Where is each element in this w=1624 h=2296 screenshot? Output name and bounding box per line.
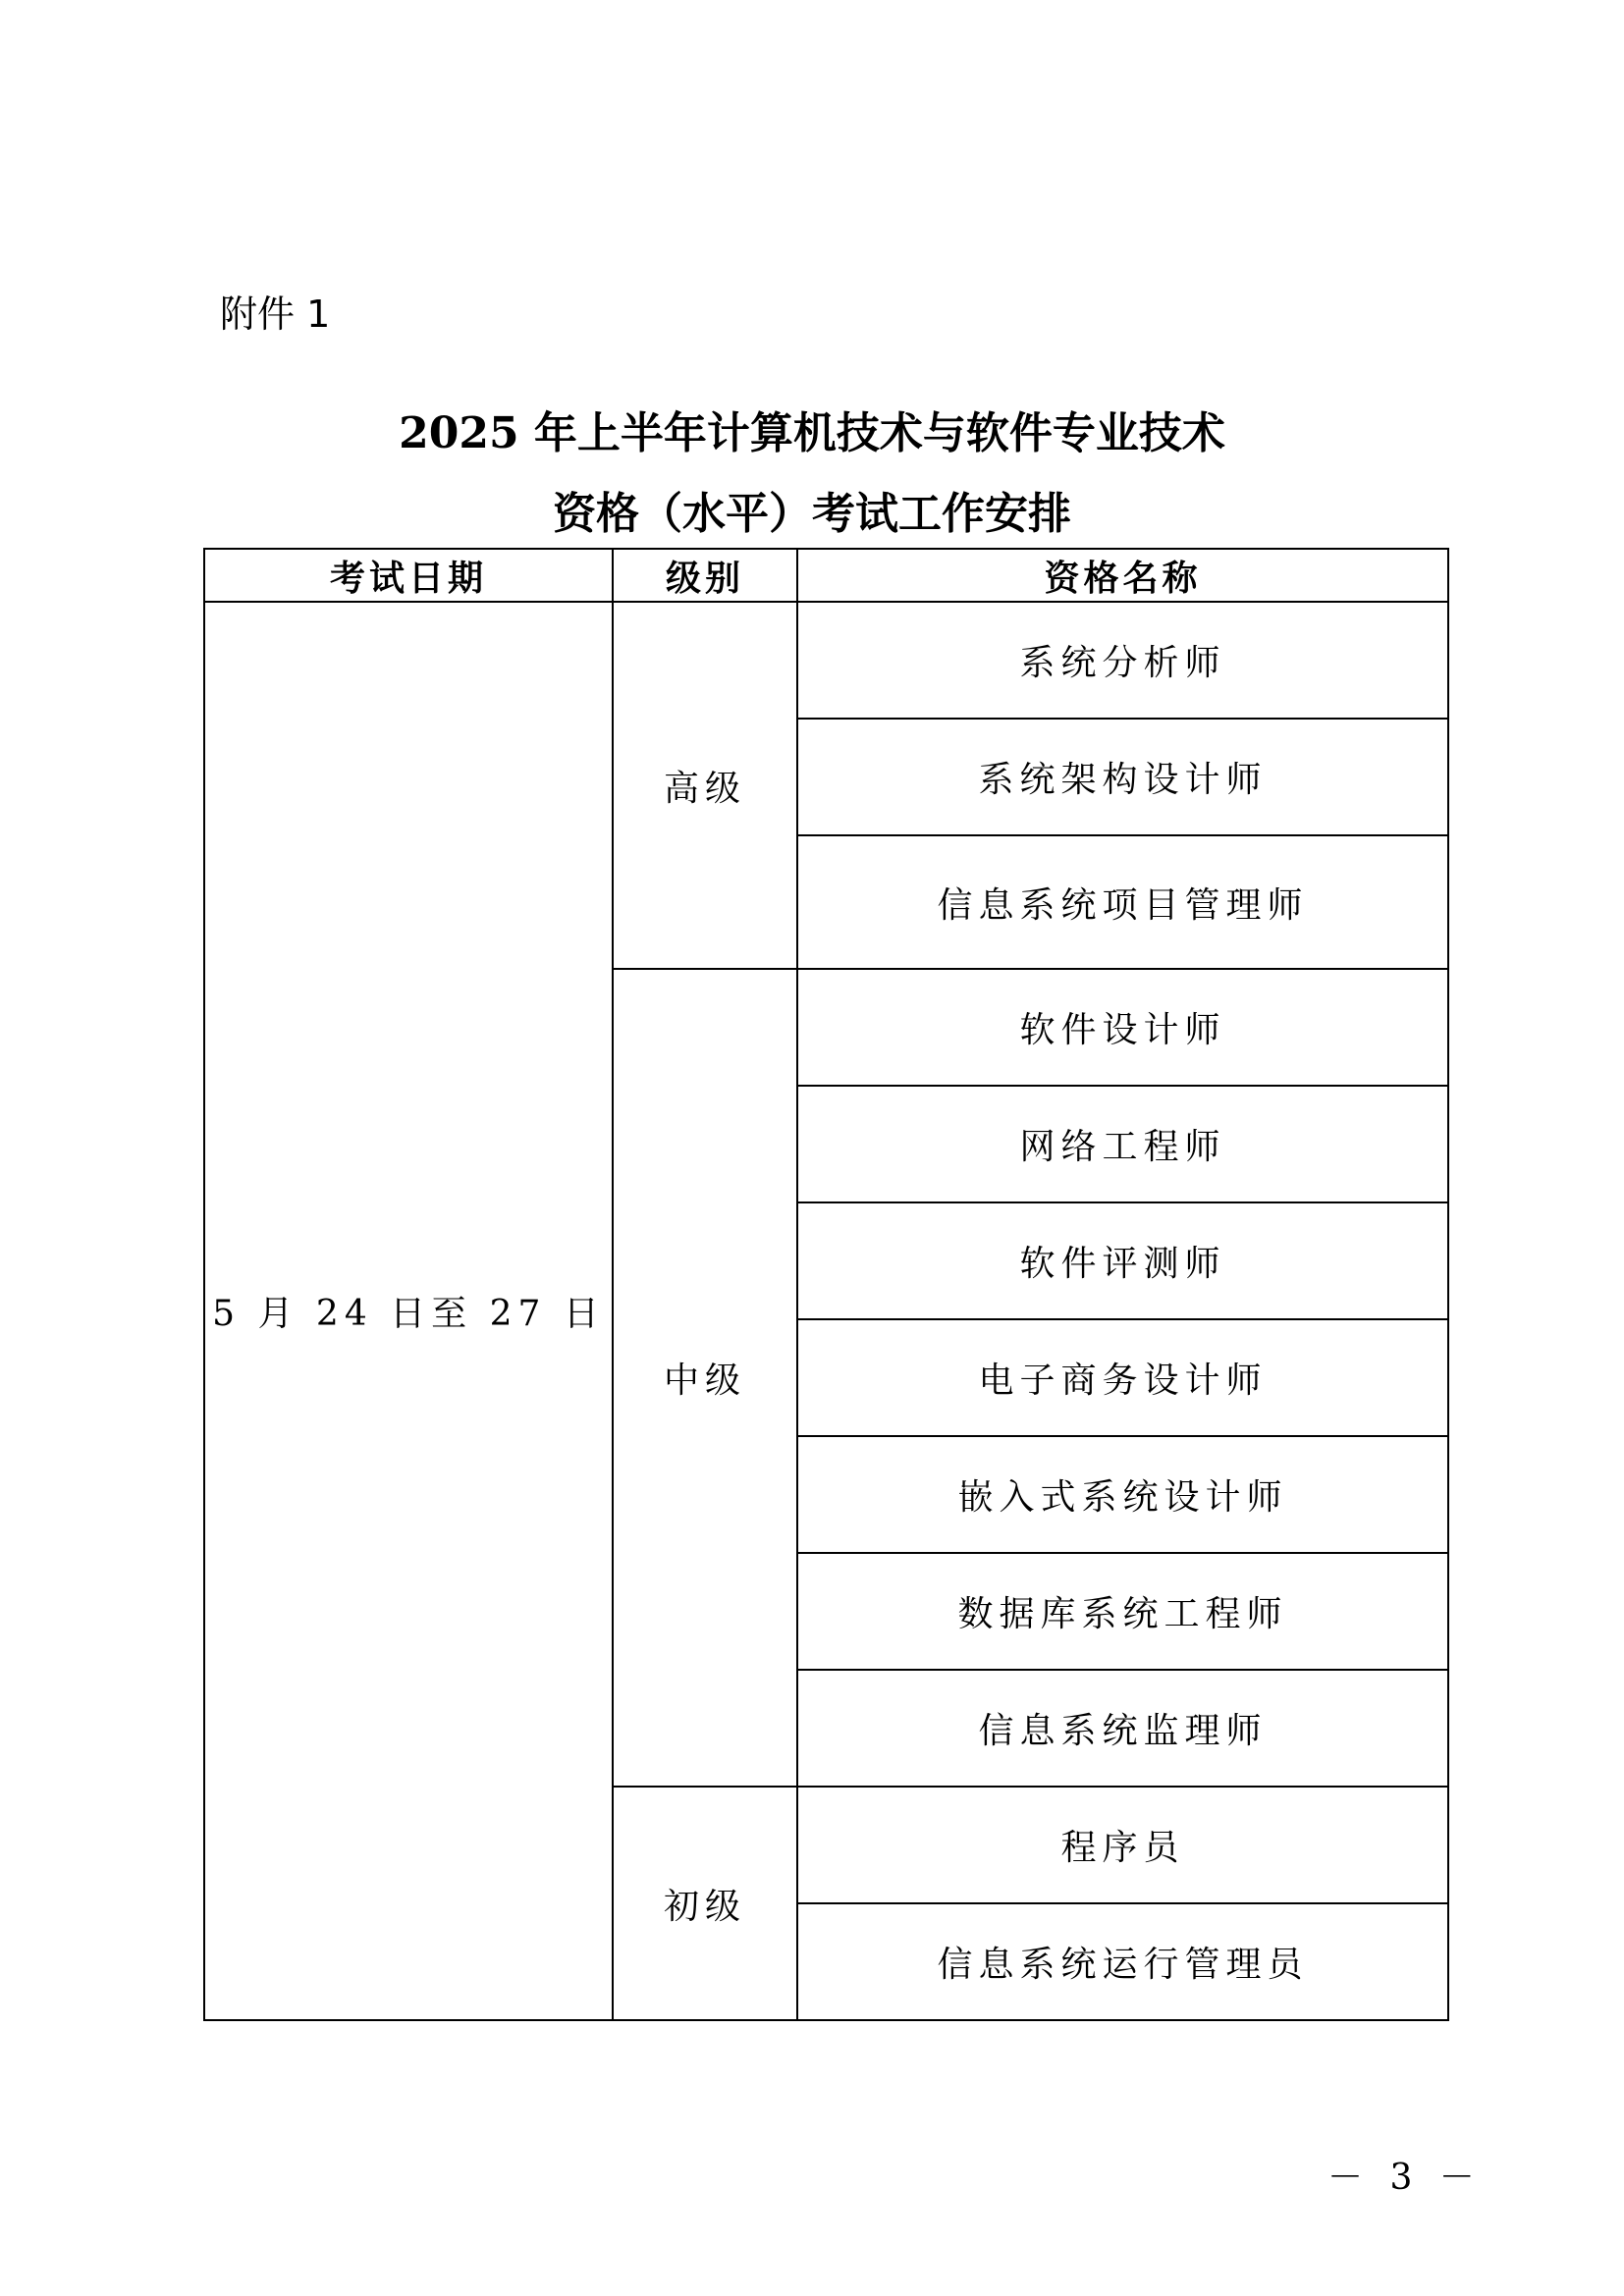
exam-date-cell: 5 月 24 日至 27 日 (204, 602, 613, 2020)
document-title-line2: 资格（水平）考试工作安排 (553, 489, 1071, 539)
qualification-name-cell: 程序员 (797, 1787, 1448, 1903)
level-cell-junior: 初级 (613, 1787, 797, 2020)
qualification-name-cell: 系统分析师 (797, 602, 1448, 719)
page-number: － 3 － (1327, 2158, 1483, 2198)
table-row (204, 602, 1448, 719)
level-cell-senior: 高级 (613, 602, 797, 969)
level-cell-intermediate: 中级 (613, 969, 797, 1787)
qualification-name-cell: 电子商务设计师 (797, 1319, 1448, 1436)
header-qualification-name: 资格名称 (797, 549, 1448, 602)
document-title-line1: 2025 年上半年计算机技术与软件专业技术 (399, 408, 1225, 458)
exam-schedule-table (203, 548, 1449, 2021)
qualification-name-cell: 软件评测师 (797, 1202, 1448, 1319)
qualification-name-cell: 系统架构设计师 (797, 719, 1448, 835)
qualification-name-cell: 信息系统项目管理师 (797, 835, 1448, 969)
qualification-name-cell: 软件设计师 (797, 969, 1448, 1086)
header-exam-date: 考试日期 (204, 549, 613, 602)
header-level: 级别 (613, 549, 797, 602)
table-header-row (204, 549, 1448, 602)
qualification-name-cell: 嵌入式系统设计师 (797, 1436, 1448, 1553)
qualification-name-cell: 信息系统运行管理员 (797, 1903, 1448, 2020)
attachment-label: 附件 1 (220, 293, 331, 336)
qualification-name-cell: 数据库系统工程师 (797, 1553, 1448, 1670)
qualification-name-cell: 信息系统监理师 (797, 1670, 1448, 1787)
qualification-name-cell: 网络工程师 (797, 1086, 1448, 1202)
